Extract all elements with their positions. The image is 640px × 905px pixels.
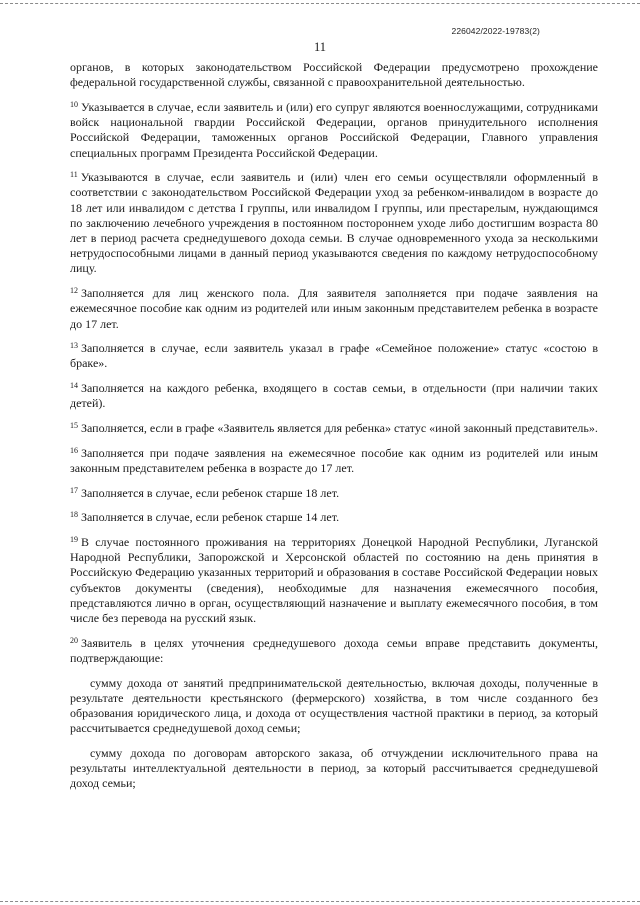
list-item bbox=[70, 746, 598, 792]
footnote-text: Заполняется, если в графе «Заявитель является для ребенка» статус «иной законный представитель». bbox=[81, 421, 598, 436]
footnote-13 bbox=[70, 341, 598, 371]
footnote-17 bbox=[70, 486, 598, 501]
list-item bbox=[70, 676, 598, 737]
footnote-text: Заявитель в целях уточнения среднедушевого дохода семьи вправе представить документы, подтверждающие: bbox=[70, 635, 598, 665]
list-item-text: сумму дохода по договорам авторского заказа, об отчуждении исключительного права на результаты интеллектуальной деятельности в период, за который рассчитывается среднедушевой доход семьи; bbox=[70, 746, 598, 791]
footnote-text: Заполняется при подаче заявления на ежемесячное пособие как одним из родителей или иным законным представителем ребенка в возрасте до 17 лет. bbox=[70, 445, 598, 475]
footnote-number: 12 bbox=[70, 286, 78, 296]
footnote-18 bbox=[70, 510, 598, 525]
footnote-number: 15 bbox=[70, 421, 78, 431]
footnote-number: 20 bbox=[70, 635, 78, 645]
scan-top-border bbox=[0, 3, 640, 4]
footnote-14 bbox=[70, 381, 598, 411]
page-number: 11 bbox=[313, 40, 327, 54]
scan-bottom-border bbox=[0, 901, 640, 902]
paragraph-text: органов, в которых законодательством Российской Федерации предусмотрено прохождение федеральной государственной службы, связанной с правоохранительной деятельностью. bbox=[70, 60, 598, 90]
footnote-number: 14 bbox=[70, 381, 78, 391]
footnote-text: Заполняется в случае, если ребенок старше 14 лет. bbox=[81, 510, 340, 525]
footnote-number: 11 bbox=[70, 170, 78, 180]
footnote-11 bbox=[70, 170, 598, 276]
document-body bbox=[70, 60, 598, 801]
footnote-16 bbox=[70, 446, 598, 476]
list-item-text: сумму дохода от занятий предпринимательской деятельностью, включая доходы, полученные в результате деятельности крестьянского (фермерского) хозяйства, в том числе созданного без образования юридического лица, и дохода от осуществления частной практики в период, за который рассчитывается среднедушевой доход семьи; bbox=[70, 675, 598, 736]
footnote-text: Заполняется в случае, если ребенок старше 18 лет. bbox=[81, 485, 340, 500]
footnote-text: Заполняется в случае, если заявитель указал в графе «Семейное положение» статус «состою в браке». bbox=[70, 341, 598, 371]
footnote-15 bbox=[70, 421, 598, 436]
footnote-text: В случае постоянного проживания на территориях Донецкой Народной Республики, Луганской Народной Республики, Запорожской и Херсонской областей по состоянию на день принятия в Российскую Федерацию указанных территорий и образования в составе Российской Федерации новых субъектов документы (сведения), необходимые для назначения ежемесячного пособия, представляются лично в орган, осуществляющий назначение и выплату ежемесячного пособия, в том числе без перевода на русский язык. bbox=[70, 535, 598, 626]
footnote-text: Заполняется для лиц женского пола. Для заявителя заполняется при подаче заявления на ежемесячное пособие как одним из родителей или иным законным представителем ребенка в возрасте до 17 лет. bbox=[70, 286, 598, 331]
footnote-number: 18 bbox=[70, 510, 78, 520]
footnote-number: 17 bbox=[70, 485, 78, 495]
footnote-10 bbox=[70, 100, 598, 161]
footnote-12 bbox=[70, 286, 598, 332]
footnote-number: 16 bbox=[70, 445, 78, 455]
footnote-number: 13 bbox=[70, 341, 78, 351]
paragraph-continuation bbox=[70, 60, 598, 90]
footnote-text: Указывается в случае, если заявитель и (или) его супруг являются военнослужащими, сотрудниками войск национальной гвардии Российской Федерации, органов принудительного исполнения Российской Федерации, таможенных органов Российской Федерации, Главного управления специальных программ Президента Российской Федерации. bbox=[70, 99, 598, 160]
footnote-19 bbox=[70, 535, 598, 626]
footnote-number: 10 bbox=[70, 99, 78, 109]
footnote-text: Заполняется на каждого ребенка, входящего в состав семьи, в отдельности (при наличии таких детей). bbox=[70, 381, 598, 411]
footnote-number: 19 bbox=[70, 535, 78, 545]
footnote-text: Указываются в случае, если заявитель и (или) член его семьи осуществляли оформленный в соответствии с законодательством Российской Федерации уход за ребенком-инвалидом в возрасте до 18 лет или инвалидом с детства I группы, или инвалидом I группы, или престарелым, нуждающимся по заключению лечебного учреждения в постоянном постороннем уходе либо достигшим возраста 80 лет в период расчета среднедушевого дохода семьи. В случае одновременного ухода за несколькими нетрудоспособными лицами в данный период указываются сведения по каждому нетрудоспособному лицу. bbox=[70, 170, 598, 276]
document-number: 226042/2022-19783(2) bbox=[451, 26, 540, 36]
footnote-20 bbox=[70, 636, 598, 666]
